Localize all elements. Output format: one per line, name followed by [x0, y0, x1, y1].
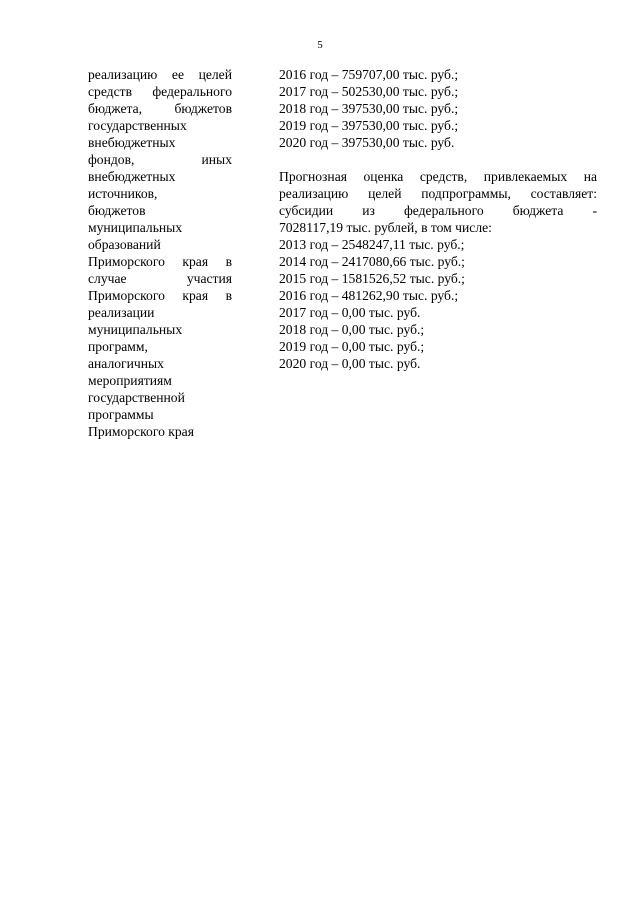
left-line: мероприятиям — [88, 373, 172, 388]
year-amount-line: 2019 год – 0,00 тыс. руб.; — [279, 339, 425, 354]
year-amount-line: 2016 год – 759707,00 тыс. руб.; — [279, 67, 459, 82]
right-column — [279, 66, 597, 372]
left-line: Приморского края в — [88, 288, 232, 303]
year-amount-line: 2015 год – 1581526,52 тыс. руб.; — [279, 271, 465, 286]
left-line: программы — [88, 407, 154, 422]
year-amount-line: 2018 год – 397530,00 тыс. руб.; — [279, 101, 459, 116]
paragraph-line: 7028117,19 тыс. рублей, в том числе: — [279, 220, 492, 235]
left-line: фондов, иных — [88, 152, 232, 167]
left-line: Приморского края — [88, 424, 194, 439]
page-number: 5 — [317, 39, 323, 51]
year-amount-line: 2018 год – 0,00 тыс. руб.; — [279, 322, 425, 337]
year-amount-line: 2020 год – 397530,00 тыс. руб. — [279, 135, 455, 150]
left-line: случае участия — [88, 271, 232, 286]
left-line: источников, — [88, 186, 158, 201]
left-line: внебюджетных — [88, 135, 176, 150]
year-amount-line: 2017 год – 0,00 тыс. руб. — [279, 305, 421, 320]
left-line: муниципальных — [88, 220, 183, 235]
left-line: Приморского края в — [88, 254, 232, 269]
paragraph-gap — [279, 151, 597, 168]
year-amount-line: 2016 год – 481262,90 тыс. руб.; — [279, 288, 459, 303]
left-column — [88, 66, 232, 440]
paragraph-line: реализацию целей подпрограммы, составляет: — [279, 186, 597, 201]
left-line: государственных — [88, 118, 187, 133]
left-line: муниципальных — [88, 322, 183, 337]
year-amount-line: 2019 год – 397530,00 тыс. руб.; — [279, 118, 459, 133]
left-line: внебюджетных — [88, 169, 176, 184]
paragraph-line: субсидии из федерального бюджета - — [279, 203, 597, 218]
paragraph-line: Прогнозная оценка средств, привлекаемых на — [279, 169, 597, 184]
year-amount-line: 2017 год – 502530,00 тыс. руб.; — [279, 84, 459, 99]
left-line: образований — [88, 237, 161, 252]
left-line: государственной — [88, 390, 185, 405]
left-line: реализацию ее целей — [88, 67, 232, 82]
year-amount-line: 2014 год – 2417080,66 тыс. руб.; — [279, 254, 465, 269]
left-line: аналогичных — [88, 356, 164, 371]
left-line: бюджета, бюджетов — [88, 101, 232, 116]
year-amount-line: 2020 год – 0,00 тыс. руб. — [279, 356, 421, 371]
left-line: бюджетов — [88, 203, 146, 218]
year-amount-line: 2013 год – 2548247,11 тыс. руб.; — [279, 237, 465, 252]
left-line: реализации — [88, 305, 155, 320]
left-line: средств федерального — [88, 84, 232, 99]
left-line: программ, — [88, 339, 148, 354]
